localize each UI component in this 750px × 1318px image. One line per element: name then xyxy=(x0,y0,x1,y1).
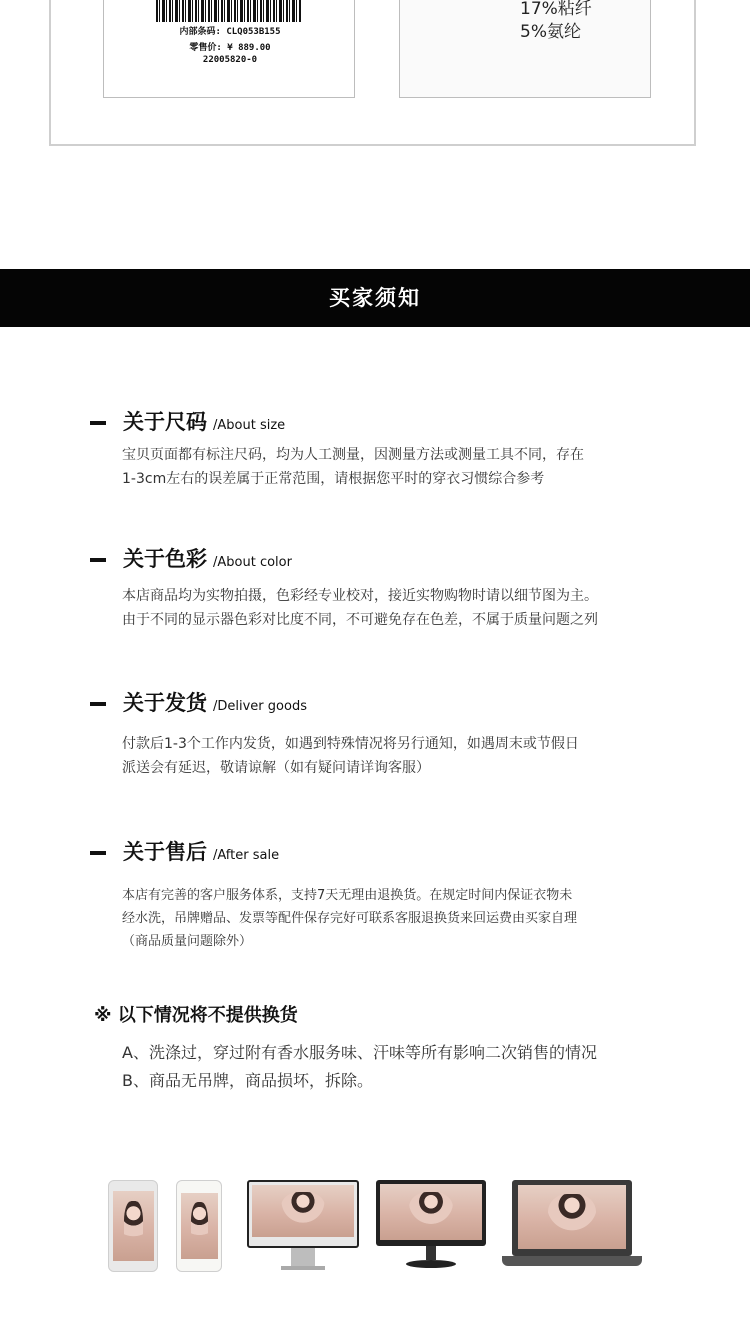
banner-title: 买家须知 xyxy=(329,285,421,310)
text-line: 1-3cm左右的误差属于正常范围，请根据您平时的穿衣习惯综合参考 xyxy=(122,471,545,487)
section-title-color xyxy=(123,543,292,573)
section-heading: 关于发货 xyxy=(123,691,207,715)
desktop-monitor-icon xyxy=(247,1180,359,1276)
section-heading: 关于售后 xyxy=(123,840,207,864)
text-line: 本店有完善的客户服务体系，支持7天无理由退换货。在规定时间内保证衣物未 xyxy=(122,888,573,903)
section-subtitle: /About size xyxy=(213,418,286,433)
dash-icon xyxy=(90,421,106,425)
fabric-label-card xyxy=(399,0,651,98)
text-line: 经水洗，吊牌赠品、发票等配件保存完好可联系客服退换货来回运费由买家自理 xyxy=(122,911,578,926)
internal-code-text: 内部条码: CLQ053B155 xyxy=(179,27,281,37)
phone-icon xyxy=(176,1180,222,1272)
phone-icon xyxy=(108,1180,158,1272)
section-subtitle: /Deliver goods xyxy=(213,699,307,714)
device-display-illustration xyxy=(0,1170,750,1280)
retail-price-text: 零售价: ¥ 889.00 xyxy=(189,43,271,53)
laptop-icon xyxy=(502,1180,642,1276)
notice-line: B、商品无吊牌，商品损坏，拆除。 xyxy=(122,1071,373,1090)
section-title-delivery xyxy=(123,687,307,717)
text-line: 本店商品均为实物拍摄，色彩经专业校对，接近实物购物时请以细节图为主。 xyxy=(122,588,598,604)
section-subtitle: /After sale xyxy=(213,848,280,863)
text-line: 由于不同的显示器色彩对比度不同，不可避免存在色差，不属于质量问题之列 xyxy=(122,612,598,628)
serial-number-text: 22005820-0 xyxy=(202,55,258,65)
notice-line: A、洗涤过，穿过附有香水服务味、汗味等所有影响二次销售的情况 xyxy=(122,1043,597,1062)
price-tag-card xyxy=(103,0,355,98)
dash-icon xyxy=(90,851,106,855)
section-title-after-sale xyxy=(123,836,279,866)
desktop-monitor-icon xyxy=(376,1180,486,1276)
text-line: （商品质量问题除外） xyxy=(122,934,253,949)
dash-icon xyxy=(90,558,106,562)
text-line: 付款后1-3个工作内发货，如遇到特殊情况将另行通知，如遇周末或节假日 xyxy=(122,736,579,752)
section-banner xyxy=(0,269,750,327)
section-title-size xyxy=(123,406,285,436)
barcode xyxy=(156,0,302,22)
section-text-size xyxy=(122,443,584,491)
text-line: 宝贝页面都有标注尺码，均为人工测量，因测量方法或测量工具不同，存在 xyxy=(122,447,584,463)
section-text-color xyxy=(122,584,598,632)
section-heading: 关于色彩 xyxy=(123,547,207,571)
section-text-delivery xyxy=(122,732,579,780)
text-line: 派送会有延迟，敬请谅解（如有疑问请详询客服） xyxy=(122,760,430,776)
fabric-line-2: 5%氨纶 xyxy=(520,22,581,42)
notice-title: ※ 以下情况将不提供换货 xyxy=(94,1005,298,1026)
fabric-line-1: 17%粘纤 xyxy=(520,0,592,19)
section-subtitle: /About color xyxy=(213,555,292,570)
section-heading: 关于尺码 xyxy=(123,410,207,434)
dash-icon xyxy=(90,702,106,706)
section-text-after-sale xyxy=(122,884,577,953)
